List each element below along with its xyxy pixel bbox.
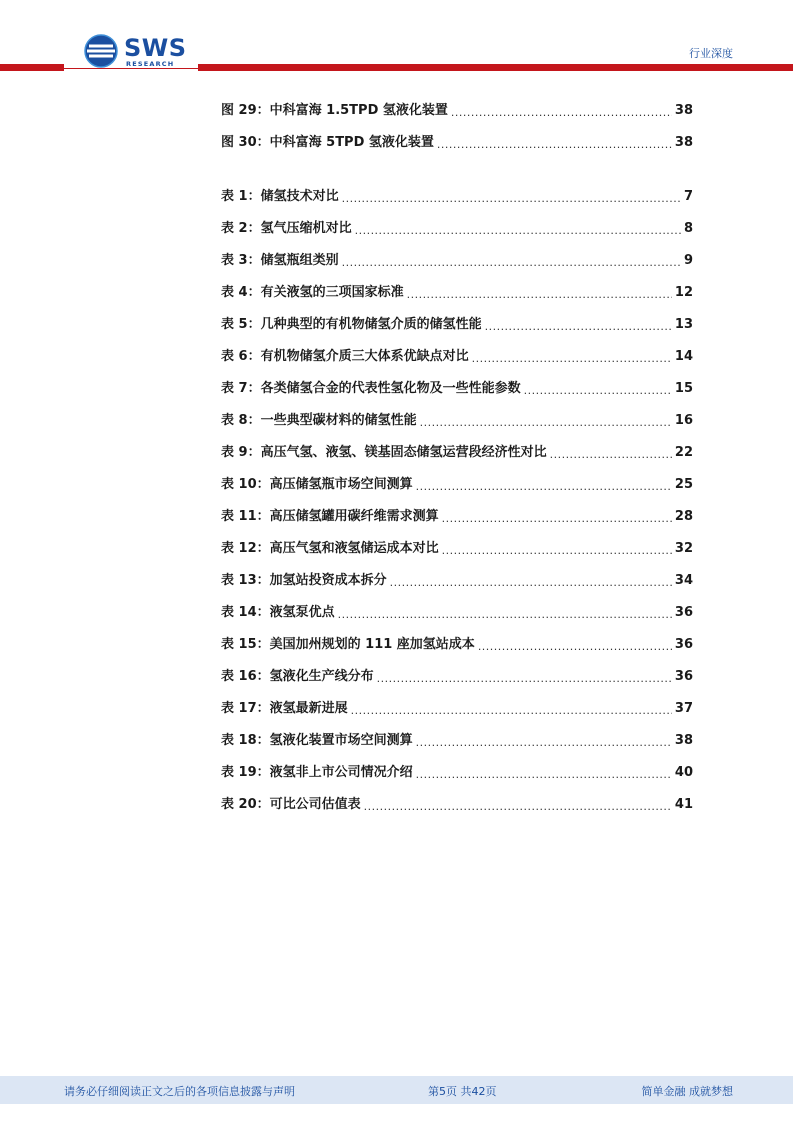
toc-entry-figure-30[interactable]	[221, 132, 693, 152]
toc-leader-dots	[485, 318, 672, 334]
toc-entry-page: 38	[674, 733, 693, 748]
toc-leader-dots	[472, 350, 672, 366]
footer-disclaimer: 请务必仔细阅读正文之后的各项信息披露与声明	[64, 1085, 295, 1098]
toc-entry-page: 36	[674, 637, 693, 652]
toc-entry-label: 表 20：可比公司估值表	[221, 797, 361, 812]
page-footer	[0, 1076, 793, 1104]
toc-entry-table-15[interactable]	[221, 634, 693, 654]
toc-entry-table-12[interactable]	[221, 538, 693, 558]
toc-leader-dots	[342, 190, 681, 206]
toc-entry-label: 图 30：中科富海 5TPD 氢液化装置	[221, 135, 434, 150]
toc-entry-label: 表 1：储氢技术对比	[221, 189, 339, 204]
toc-entry-figure-29[interactable]	[221, 100, 693, 120]
toc-entry-page: 36	[674, 669, 693, 684]
toc-leader-dots	[416, 478, 672, 494]
toc-leader-dots	[390, 574, 672, 590]
toc-entry-label: 表 16：氢液化生产线分布	[221, 669, 374, 684]
toc-leader-dots	[416, 766, 672, 782]
toc-entry-table-1[interactable]	[221, 186, 693, 206]
toc-entry-page: 12	[674, 285, 693, 300]
toc-leader-dots	[342, 254, 681, 270]
toc-entry-table-5[interactable]	[221, 314, 693, 334]
toc-entry-table-18[interactable]	[221, 730, 693, 750]
toc-entry-label: 表 14：液氢泵优点	[221, 605, 335, 620]
toc-entry-page: 16	[674, 413, 693, 428]
footer-slogan: 简单金融 成就梦想	[641, 1085, 733, 1098]
toc-leader-dots	[524, 382, 672, 398]
toc-entry-table-2[interactable]	[221, 218, 693, 238]
toc-entry-label: 表 7：各类储氢合金的代表性氢化物及一些性能参数	[221, 381, 521, 396]
toc-leader-dots	[407, 286, 672, 302]
toc-entry-page: 38	[674, 103, 693, 118]
toc-entry-page: 41	[674, 797, 693, 812]
toc-entry-page: 40	[674, 765, 693, 780]
toc-entry-label: 表 11：高压储氢罐用碳纤维需求测算	[221, 509, 439, 524]
toc-leader-dots	[442, 510, 672, 526]
toc-entry-page: 13	[674, 317, 693, 332]
toc-entry-label: 表 15：美国加州规划的 111 座加氢站成本	[221, 637, 475, 652]
toc-entry-table-8[interactable]	[221, 410, 693, 430]
toc-entry-table-13[interactable]	[221, 570, 693, 590]
toc-entry-label: 表 9：高压气氢、液氢、镁基固态储氢运营段经济性对比	[221, 445, 547, 460]
toc-entry-table-11[interactable]	[221, 506, 693, 526]
toc-leader-dots	[478, 638, 672, 654]
toc-leader-dots	[351, 702, 672, 718]
toc-leader-dots	[451, 104, 672, 120]
toc-entry-label: 表 4：有关液氢的三项国家标准	[221, 285, 404, 300]
toc-entry-page: 28	[674, 509, 693, 524]
toc-entry-page: 8	[683, 221, 693, 236]
toc-entry-label: 表 2：氢气压缩机对比	[221, 221, 352, 236]
toc-leader-dots	[355, 222, 681, 238]
toc-entry-page: 32	[674, 541, 693, 556]
header-rule-left	[0, 64, 64, 71]
toc-leader-dots	[437, 136, 672, 152]
header-rule-thin	[64, 68, 198, 69]
toc-entry-table-20[interactable]	[221, 794, 693, 814]
toc-entry-page: 37	[674, 701, 693, 716]
toc-entry-label: 表 13：加氢站投资成本拆分	[221, 573, 387, 588]
sws-logo-icon	[84, 34, 118, 68]
toc-entry-page: 15	[674, 381, 693, 396]
toc-entry-table-4[interactable]	[221, 282, 693, 302]
toc-entry-label: 表 17：液氢最新进展	[221, 701, 348, 716]
toc-entry-table-3[interactable]	[221, 250, 693, 270]
logo-subtext: RESEARCH	[126, 60, 175, 68]
toc-entry-page: 14	[674, 349, 693, 364]
toc-leader-dots	[442, 542, 672, 558]
toc-leader-dots	[377, 670, 672, 686]
toc-entry-page: 36	[674, 605, 693, 620]
toc-entry-table-10[interactable]	[221, 474, 693, 494]
toc-entry-label: 图 29：中科富海 1.5TPD 氢液化装置	[221, 103, 448, 118]
toc-entry-label: 表 6：有机物储氢介质三大体系优缺点对比	[221, 349, 469, 364]
toc-leader-dots	[420, 414, 672, 430]
report-category: 行业深度	[689, 47, 733, 60]
toc-leader-dots	[550, 446, 672, 462]
toc-entry-label: 表 5：几种典型的有机物储氢介质的储氢性能	[221, 317, 482, 332]
toc-entry-page: 25	[674, 477, 693, 492]
toc-entry-page: 34	[674, 573, 693, 588]
toc-entry-label: 表 19：液氢非上市公司情况介绍	[221, 765, 413, 780]
header-rule-main	[198, 64, 793, 71]
toc-entry-table-7[interactable]	[221, 378, 693, 398]
toc-entry-label: 表 18：氢液化装置市场空间测算	[221, 733, 413, 748]
toc-entry-table-17[interactable]	[221, 698, 693, 718]
toc-entry-table-9[interactable]	[221, 442, 693, 462]
toc-leader-dots	[416, 734, 672, 750]
toc-entry-table-6[interactable]	[221, 346, 693, 366]
toc-entry-page: 7	[683, 189, 693, 204]
footer-page-number: 第5页 共42页	[428, 1085, 497, 1098]
toc-entry-label: 表 12：高压气氢和液氢储运成本对比	[221, 541, 439, 556]
toc-leader-dots	[364, 798, 672, 814]
toc-entry-page: 9	[683, 253, 693, 268]
toc-entry-table-19[interactable]	[221, 762, 693, 782]
toc-entry-page: 38	[674, 135, 693, 150]
toc-leader-dots	[338, 606, 672, 622]
toc-entry-page: 22	[674, 445, 693, 460]
toc-entry-table-16[interactable]	[221, 666, 693, 686]
toc-entry-label: 表 10：高压储氢瓶市场空间测算	[221, 477, 413, 492]
logo-text: SWS	[124, 34, 187, 62]
toc-entry-label: 表 8：一些典型碳材料的储氢性能	[221, 413, 417, 428]
toc-entry-table-14[interactable]	[221, 602, 693, 622]
toc-entry-label: 表 3：储氢瓶组类别	[221, 253, 339, 268]
